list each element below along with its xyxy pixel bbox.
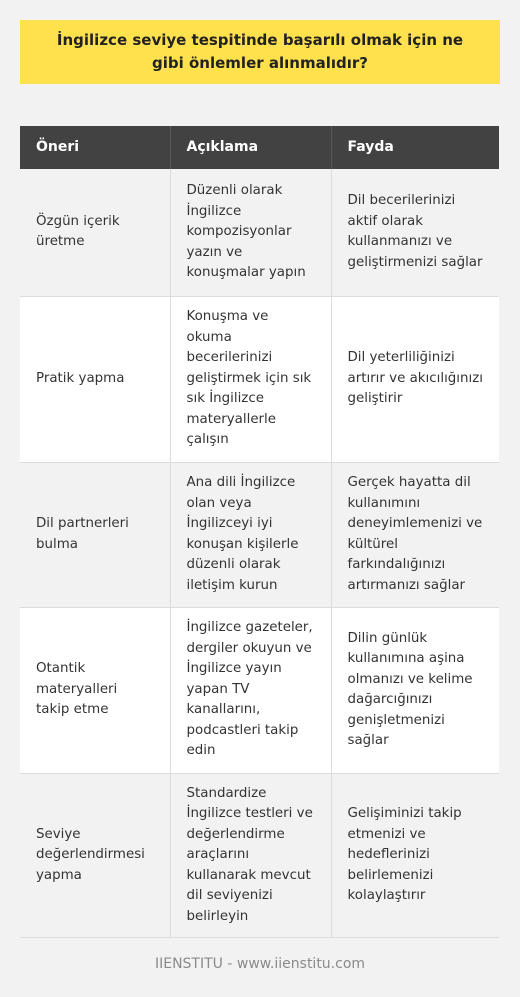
recommendations-table — [20, 126, 499, 938]
table-cell-aciklama: Konuşma ve okuma becerilerinizi geliştirmek için sık sık İngilizce materyallerle çalışın — [170, 296, 331, 462]
table-cell-aciklama: Standardize İngilizce testleri ve değerlendirme araçlarını kullanarak mevcut dil seviyenizi belirleyin — [170, 773, 331, 938]
table-row — [20, 607, 499, 773]
table-cell-fayda: Gelişiminizi takip etmenizi ve hedeflerinizi belirlemenizi kolaylaştırır — [331, 773, 499, 938]
table-cell-fayda: Gerçek hayatta dil kullanımını deneyimlemenizi ve kültürel farkındalığınızı artırmanızı sağlar — [331, 462, 499, 607]
table-cell-aciklama: Ana dili İngilizce olan veya İngilizceyi iyi konuşan kişilerle düzenli olarak iletişim kurun — [170, 462, 331, 607]
table-cell-fayda: Dil yeterliliğinizi artırır ve akıcılığınızı geliştirir — [331, 296, 499, 462]
table-cell-fayda: Dilin günlük kullanımına aşina olmanızı ve kelime dağarcığınızı genişletmenizi sağlar — [331, 607, 499, 773]
table-row — [20, 462, 499, 607]
table-row — [20, 773, 499, 938]
table-cell-oneri: Dil partnerleri bulma — [20, 462, 170, 607]
table-cell-oneri: Pratik yapma — [20, 296, 170, 462]
table-row — [20, 296, 499, 462]
table-cell-oneri: Otantik materyalleri takip etme — [20, 607, 170, 773]
table-header-row — [20, 126, 499, 169]
table-row — [20, 169, 499, 296]
header-cell-fayda: Fayda — [331, 126, 499, 169]
page-title-text: İngilizce seviye tespitinde başarılı olmak için ne gibi önlemler alınmalıdır? — [56, 31, 464, 72]
table-cell-aciklama: Düzenli olarak İngilizce kompozisyonlar yazın ve konuşmalar yapın — [170, 169, 331, 296]
page-title — [20, 20, 500, 84]
table-cell-oneri: Seviye değerlendirmesi yapma — [20, 773, 170, 938]
table-cell-oneri: Özgün içerik üretme — [20, 169, 170, 296]
footer-credit: IIENSTITU - www.iienstitu.com — [154, 956, 366, 972]
header-cell-oneri: Öneri — [20, 126, 170, 169]
table-cell-aciklama: İngilizce gazeteler, dergiler okuyun ve İngilizce yayın yapan TV kanallarını, podcastleri takip edin — [170, 607, 331, 773]
header-cell-aciklama: Açıklama — [170, 126, 331, 169]
table-cell-fayda: Dil becerilerinizi aktif olarak kullanmanızı ve geliştirmenizi sağlar — [331, 169, 499, 296]
